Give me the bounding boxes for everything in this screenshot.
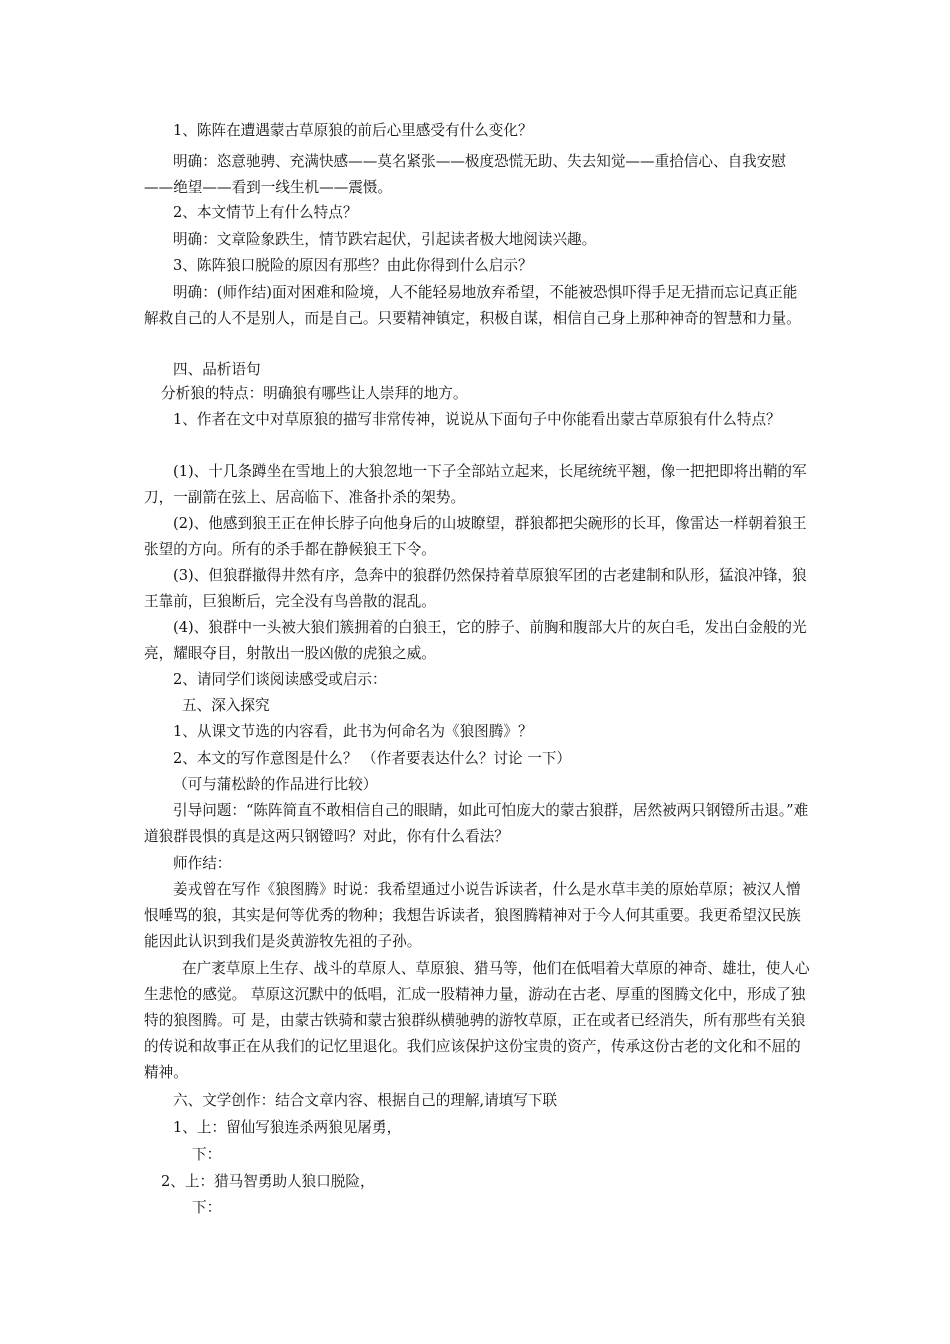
text-line: 2、本文的写作意图是什么？ （作者要表达什么？讨论 一下）	[173, 750, 572, 767]
question-2	[144, 200, 810, 226]
couplet-2-lower	[144, 1195, 810, 1221]
question-4-1	[144, 407, 810, 433]
question-1	[144, 118, 810, 144]
couplet-1-upper	[144, 1115, 810, 1141]
sentence-3	[144, 563, 810, 615]
text-line: （可与蒲松龄的作品进行比较）	[173, 776, 378, 793]
sentence-4	[144, 615, 810, 667]
text-line: 五、深入探究	[182, 697, 270, 714]
text-line: 2、请同学们谈阅读感受或启示：	[173, 671, 387, 688]
text-line: 下：	[192, 1199, 222, 1216]
question-4-2	[144, 667, 810, 693]
summary-paragraph-2	[144, 956, 810, 1086]
paragraph: 明确：(师作结)面对困难和险境，人不能轻易地放弃希望，不能被恐惧吓得手足无措而忘记真正能解救自己的人不是别人，而是自己。只要精神镇定，积极自谋，相信自己身上那种神奇的智慧和力量。	[144, 284, 801, 327]
answer-2	[144, 227, 810, 253]
text-line: 1、上：留仙写狼连杀两狼见屠勇，	[173, 1119, 402, 1136]
paragraph: (4)、狼群中一头被大狼们簇拥着的白狼王，它的脖子、前胸和腹部大片的灰白毛，发出白金般的光亮，耀眼夺目，射散出一股凶傲的虎狼之威。	[144, 619, 807, 662]
guiding-question	[144, 798, 810, 850]
question-5-1	[144, 719, 810, 745]
couplet-1-lower	[144, 1142, 810, 1168]
couplet-2-upper	[144, 1169, 810, 1195]
paragraph: 在广袤草原上生存、战斗的草原人、草原狼、猎马等，他们在低唱着大草原的神奇、雄壮，使人心生悲怆的感觉。 草原这沉默中的低唱，汇成一股精神力量，游动在古老、厚重的图腾文化中，形成了独特的狼图腾。可 是，由蒙古铁骑和蒙古狼群纵横驰骋的游牧草原，正在或者已经消失，所有那些有关狼的传说和故事正在从我们的记忆里退化。我们应该保护这份宝贵的资产，传承这份古老的文化和不屈的精神。	[144, 960, 810, 1081]
text-line: 四、品析语句	[173, 361, 261, 378]
paragraph: (1)、十几条蹲坐在雪地上的大狼忽地一下子全部站立起来，长尾统统平翘，像一把把即将出鞘的军刀，一副箭在弦上、居高临下、准备扑杀的架势。	[144, 463, 807, 506]
sentence-1	[144, 459, 810, 511]
text-line: 1、陈阵在遭遇蒙古草原狼的前后心里感受有什么变化？	[173, 122, 533, 139]
text-line: 分析狼的特点：明确狼有哪些让人崇拜的地方。	[161, 385, 468, 402]
answer-1	[144, 149, 810, 201]
section-heading-6	[144, 1088, 810, 1114]
question-5-2	[144, 746, 810, 772]
paragraph: (3)、但狼群撤得井然有序，急奔中的狼群仍然保持着草原狼军团的古老建制和队形，猛浪冲锋，狼王靠前，巨狼断后，完全没有鸟兽散的混乱。	[144, 567, 807, 610]
text-line: 下：	[192, 1146, 222, 1163]
summary-paragraph-1	[144, 877, 810, 955]
paragraph: 引导问题：“陈阵简直不敢相信自己的眼睛，如此可怕庞大的蒙古狼群，居然被两只钢镫所击退。”难道狼群畏惧的真是这两只钢镫吗？对此，你有什么看法？	[144, 802, 809, 845]
paragraph: 姜戎曾在写作《狼图腾》时说：我希望通过小说告诉读者，什么是水草丰美的原始草原；被汉人憎恨唾骂的狼，其实是何等优秀的物种；我想告诉读者，狼图腾精神对于今人何其重要。我更希望汉民族能因此认识到我们是炎黄游牧先祖的子孙。	[144, 881, 801, 950]
paragraph: 明确：恣意驰骋、充满快感——莫名紧张——极度恐慌无助、失去知觉——重拾信心、自我安慰——绝望——看到一线生机——震慑。	[144, 153, 786, 196]
text-line: 六、文学创作：结合文章内容、根据自己的理解,请填写下联	[173, 1092, 558, 1109]
text-line: 师作结：	[173, 855, 232, 872]
text-line: 2、上：猎马智勇助人狼口脱险，	[161, 1173, 375, 1190]
section-heading-4	[144, 357, 810, 383]
answer-3	[144, 280, 810, 332]
text-line: 3、陈阵狼口脱险的原因有那些？由此你得到什么启示？	[173, 257, 533, 274]
teacher-summary-label	[144, 851, 810, 877]
text-line: 2、本文情节上有什么特点？	[173, 204, 358, 221]
analysis-intro	[144, 381, 810, 407]
comparison-note	[144, 772, 810, 798]
question-3	[144, 253, 810, 279]
paragraph: 1、作者在文中对草原狼的描写非常传神，说说从下面句子中你能看出蒙古草原狼有什么特点？	[173, 411, 781, 428]
paragraph: (2)、他感到狼王正在伸长脖子向他身后的山坡瞭望，群狼都把尖碗形的长耳，像雷达一样朝着狼王张望的方向。所有的杀手都在静候狼王下令。	[144, 515, 807, 558]
text-line: 1、从课文节选的内容看，此书为何命名为《狼图腾》？	[173, 723, 533, 740]
section-heading-5	[144, 693, 810, 719]
sentence-2	[144, 511, 810, 563]
text-line: 明确：文章险象跌生，情节跌宕起伏，引起读者极大地阅读兴趣。	[173, 231, 597, 248]
